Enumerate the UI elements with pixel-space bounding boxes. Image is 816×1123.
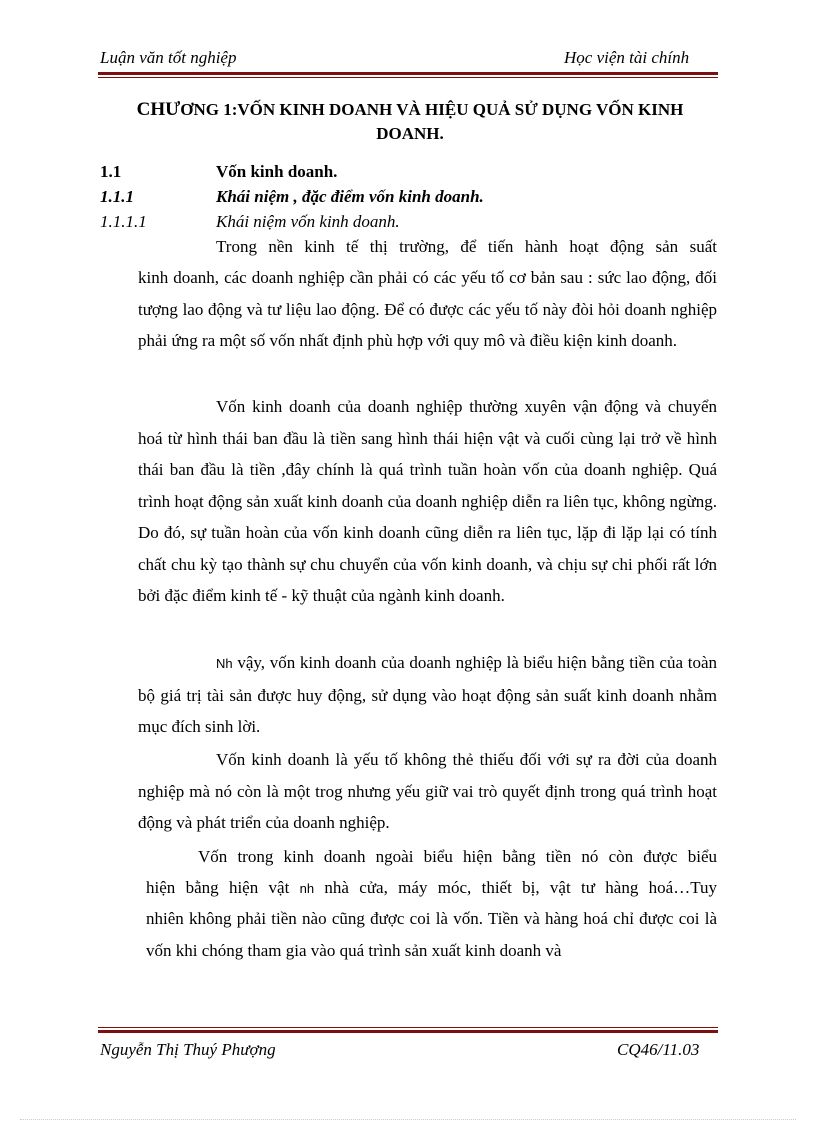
page-bottom-dotted-line [20, 1119, 796, 1120]
paragraph-3 [138, 647, 717, 743]
chapter-title-line1: ƠNG 1:VỐN KINH DOANH VÀ HIỆU QUẢ SỬ DỤNG VỐN KINH [180, 100, 684, 119]
paragraph-2: Vốn kinh doanh của doanh nghiệp thường xuyên vận động và chuyển hoá từ hình thái ban đầu là tiền sang hình thái hiện vật và cuối cùng lại trở về hình thái ban đầu là tiền ,đây chính là quá trình tuần hoàn vốn của doanh nghiệp. Quá trình hoạt động sản xuất kinh doanh của doanh nghiệp diễn ra liên tục, không ngừng. Do đó, sự tuần hoàn của vốn kinh doanh cũng diễn ra liên tục, lặp đi lặp lại có tính chất chu kỳ tạo thành sự chu chuyển của vốn kinh doanh, và chịu sự chi phối rất lớn bởi đặc điểm kinh tế - kỹ thuật của ngành kinh doanh. [138, 397, 717, 605]
paragraph-5-nh: nh [299, 881, 315, 896]
heading-1-text: Vốn kinh doanh. [216, 162, 338, 181]
paragraph-5-body: nhiên không phải tiền nào cũng được coi là vốn. Tiền và hàng hoá chỉ được coi là vốn khi chóng tham gia vào quá trình sản xuất kinh doanh và [146, 909, 717, 960]
paragraph-1-body: kinh doanh, các doanh nghiệp cần phải có các yếu tố cơ bản sau : sức lao động, đối tượng lao động và tư liệu lao động. Để có được các yếu tố này đòi hỏi doanh nghiệp phải ứng ra một số vốn nhất định phù hợp với quy mô và điều kiện kinh doanh. [138, 268, 717, 350]
paragraph-3-nh: Nh [216, 656, 233, 671]
header-rule-thick [98, 72, 718, 75]
paragraph-3-text: vậy, vốn kinh doanh của doanh nghiệp là biểu hiện bằng tiền của toàn bộ giá trị tài sản được huy động, sử dụng vào hoạt động sản suất kinh doanh nhằm mục đích sinh lời. [138, 653, 717, 736]
footer-rule-thick [98, 1030, 718, 1033]
heading-1-number: 1.1 [100, 162, 122, 181]
chapter-title-prefix: CHƯ [136, 99, 181, 120]
paragraph-1-first-line: Trong nền kinh tế thị trường, để tiến hành hoạt động sản suất [216, 237, 717, 256]
paragraph-4: Vốn kinh doanh là yếu tố không thẻ thiếu đối với sự ra đời của doanh nghiệp mà nó còn là một trog nhưng yếu giữ vai trò quyết định trong quá trình hoạt động và phát triển của doanh nghiệp. [138, 750, 717, 832]
paragraph-5-second-line [146, 872, 717, 905]
paragraph-5-l2b: nhà cửa, máy móc, thiết bị, vật tư hàng hoá…Tuy [314, 878, 717, 897]
heading-3-number: 1.1.1.1 [100, 212, 147, 231]
chapter-title [100, 98, 720, 146]
heading-3-text: Khái niệm vốn kinh doanh. [216, 212, 400, 231]
heading-2-text: Khái niệm , đặc điểm vốn kinh doanh. [216, 187, 484, 206]
footer-rule-thin [98, 1027, 718, 1028]
header-rule-thin [98, 77, 718, 78]
footer-left: Nguyễn Thị Thuý Phượng [100, 1040, 276, 1059]
heading-2-number: 1.1.1 [100, 187, 134, 206]
footer-right: CQ46/11.03 [617, 1040, 700, 1059]
chapter-title-line2: DOANH. [376, 124, 444, 143]
paragraph-5-first-line: Vốn trong kinh doanh ngoài biểu hiện bằng tiền nó còn được biểu [198, 847, 717, 866]
header-left: Luận văn tốt nghiệp [100, 48, 237, 67]
header-right: Học viện tài chính [564, 48, 690, 67]
paragraph-5-l2a: hiện bằng hiện vật [146, 878, 300, 897]
